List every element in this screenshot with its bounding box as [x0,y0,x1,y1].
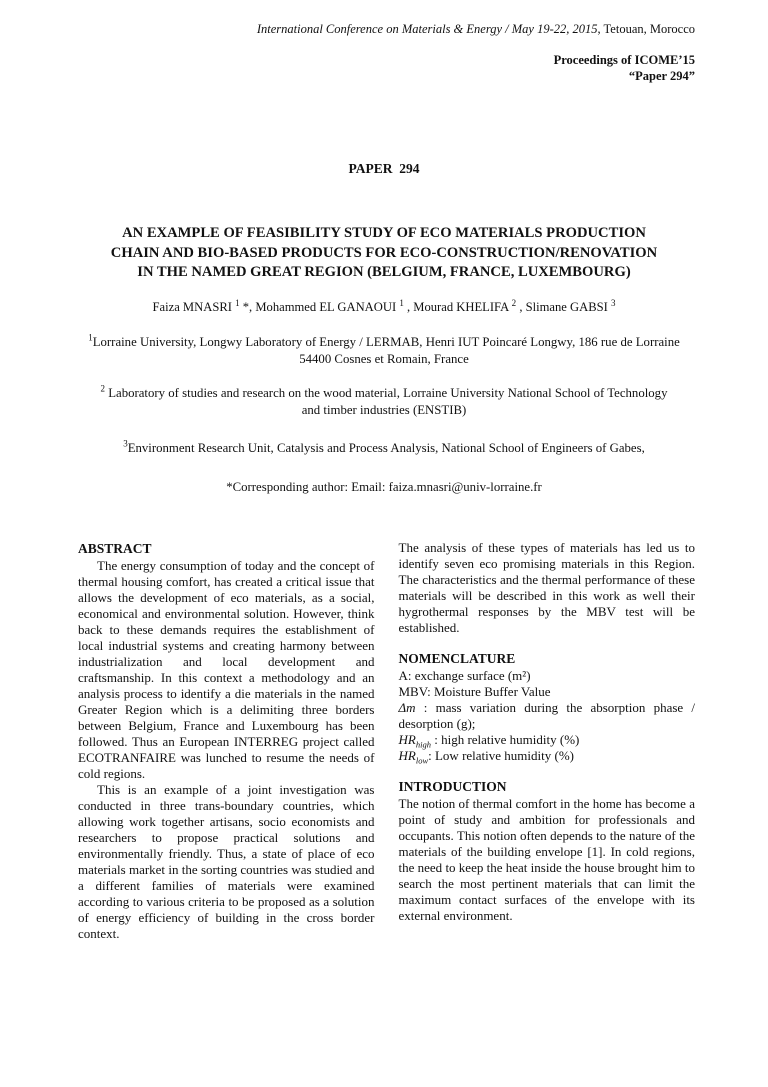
author-4-affil-mark: 3 [610,297,616,308]
introduction-paragraph: The notion of thermal comfort in the home has become a point of study and ambition for professionals and occupants. This notion often depends to the nature of the materials of the building envelope [1]. In cold regions, the need to keep the heat inside the house brought him to search the most pertinent materials that can limit the maximum contact surfaces of the envelope with its external environment. [398,795,695,923]
hr-high-symbol: HR [398,731,416,747]
nomenclature-item-a: A: exchange surface (m²) [398,667,531,683]
proceedings-line: Proceedings of ICOME’15 [553,53,695,67]
title-line-1: AN EXAMPLE OF FEASIBILITY STUDY OF ECO MATERIALS PRODUCTION [122,225,646,241]
affiliation-3-mark: 3 [123,438,128,449]
author-1-affil-mark: 1 [235,297,240,308]
author-2-affil-mark: 1 [399,297,404,308]
hr-high-definition: : high relative humidity (%) [430,731,580,747]
author-4: , Slimane GABSI [516,299,611,314]
hr-high-subscript: high [415,739,431,750]
conference-line [0,22,695,37]
page-header [0,0,768,84]
nomenclature-item-delta-m [399,700,696,732]
corresponding-author-line: *Corresponding author: Email: faiza.mnasri@univ-lorraine.fr [226,479,542,494]
two-column-body [78,540,695,942]
nomenclature-heading: NOMENCLATURE [398,650,516,666]
left-column [78,540,375,942]
conference-location: , Tetouan, Morocco [597,22,695,36]
affiliation-2 [94,385,674,419]
nomenclature-section [399,650,696,764]
affiliation-1-text: Lorraine University, Longwy Laboratory of Energy / LERMAB, Henri IUT Poincaré Longwy, 186 rue de Lorraine 54400 Cosnes et Romain, France [92,334,680,366]
author-2: *, Mohammed EL GANAOUI [239,299,400,314]
title-line-2: CHAIN AND BIO-BASED PRODUCTS FOR ECO-CONSTRUCTION/RENOVATION [110,244,658,261]
proceedings-block [0,52,695,84]
delta-m-definition: : mass variation during the absorption phase / desorption (g); [398,699,695,731]
affiliation-1-mark: 1 [88,332,93,343]
hr-low-subscript: low [415,755,429,766]
abstract-paragraph-1: The energy consumption of today and the concept of thermal housing comfort, has created a critical issue that allows the development of eco materials, as a social, economical and environmental solution. However, think back to these demands requires the establishment of local industrial systems and creating harmony between industrialization and local development and craftsmanship. In this context a methodology and an analysis process to identify a die materials in the named Greater Region which is a delimiting three borders between Belgium, France and Luxembourg has been followed. Thus an European INTERREG project called ECOTRANFAIRE was lunched to resume the needs of cold regions. [78,557,375,781]
author-3-affil-mark: 2 [511,297,517,308]
abstract-continuation-paragraph: The analysis of these types of materials has led us to identify seven eco promising materials in this Region. The characteristics and the thermal performance of these materials will be described in this work as well their hygrothermal responses by the MBV test will be established. [398,539,695,635]
author-line [0,299,768,315]
abstract-heading: ABSTRACT [78,540,152,556]
affiliation-2-text: Laboratory of studies and research on the wood material, Lorraine University National School of Technology and timber industries (ENSTIB) [105,385,668,417]
title-line-3: IN THE NAMED GREAT REGION (BELGIUM, FRANCE, LUXEMBOURG) [137,264,631,280]
hr-low-definition: : Low relative humidity (%) [428,747,574,763]
nomenclature-item-hr-high [399,732,696,748]
abstract-paragraph-2: This is an example of a joint investigation was conducted in three trans-boundary countries, which allowing work together artisans, socio economists and researchers to propose practical solutions and environmentally friendly. Thus, a state of place of eco materials market in the sorting countries was studied and a different families of materials were examined according to various criteria to be proposed as a solution of energy efficiency of building in the cross border context. [78,781,375,941]
conference-name: International Conference on Materials & Energy / May 19-22, 2015 [256,22,598,36]
paper-title [94,224,674,283]
affiliation-3 [64,440,704,457]
affiliation-2-mark: 2 [100,383,105,394]
affiliation-3-text: Environment Research Unit, Catalysis and Process Analysis, National School of Engineers of Gabes, [127,440,645,455]
affiliation-1 [81,334,687,368]
hr-low-symbol: HR [398,747,416,763]
author-3: , Mourad KHELIFA [403,299,512,314]
delta-m-symbol: Δm [398,699,416,715]
introduction-heading: INTRODUCTION [398,778,507,794]
nomenclature-item-hr-low [399,748,696,764]
paper-ref-line: “Paper 294” [628,69,695,83]
paper-number-label: PAPER 294 [348,161,420,176]
right-column [399,540,696,942]
nomenclature-item-mbv: MBV: Moisture Buffer Value [398,683,551,699]
author-1: Faiza MNASRI [152,299,236,314]
